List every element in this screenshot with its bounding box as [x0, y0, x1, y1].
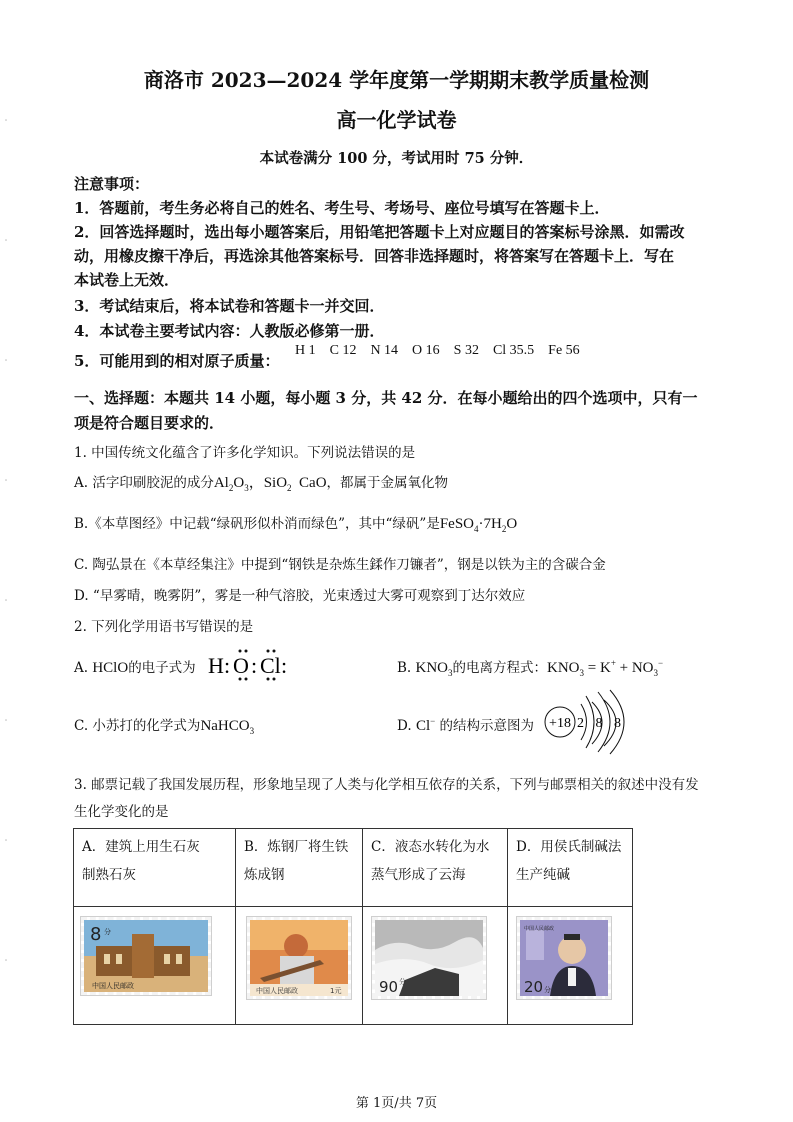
q2-d-ion: Cl− [415, 716, 436, 734]
stamp-c-value: 90 [379, 978, 399, 996]
q3-a-line1: A．建筑上用生石灰 [82, 839, 200, 855]
atomic-masses: H 1 C 12 N 14 O 16 S 32 Cl 35.5 Fe 56 [295, 343, 580, 358]
q2-option-d [397, 714, 534, 735]
q1-b-formula: $FeSO_4\cdot 7H_2O$ [439, 516, 518, 534]
exam-subtitle: 高一化学试卷 [336, 108, 457, 132]
q1-b-text: B.《本草图经》中记载“绿矾形似朴消而绿色”，其中“绿矾”是 [74, 516, 440, 532]
q2-c-text: C. 小苏打的化学式为 [74, 718, 201, 734]
q2-stem: 2. 下列化学用语书写错误的是 [74, 619, 254, 635]
q2-a-formula: HClO [92, 660, 129, 676]
q3-b-line1: B．炼钢厂将生铁 [244, 839, 349, 855]
note-3: 3．考试结束后，将本试卷和答题卡一并交回． [74, 297, 385, 315]
q3-a-line2: 制熟石灰 [82, 867, 136, 883]
stamp-d-value: 20 [524, 978, 544, 996]
section1-line2: 项是符合题目要求的． [74, 414, 225, 432]
stamp-a-caption: 中国人民邮政 [92, 982, 134, 990]
stamp-a-unit: 分 [104, 928, 111, 936]
q3-option-a [74, 829, 236, 907]
svg-text::: : [251, 653, 258, 678]
q2-option-c [74, 714, 254, 736]
q3-stem-line1: 3. 邮票记载了我国发展历程，形象地呈现了人类与化学相互依存的关系，下列与邮票相关的叙述中没有发 [74, 777, 699, 793]
svg-text::: : [224, 653, 231, 678]
note-1: 1．答题前，考生务必将自己的姓名、考生号、考场号、座位号填写在答题卡上． [74, 199, 610, 217]
exam-title: 商洛市 2023—2024 学年度第一学期期末教学质量检测 [143, 68, 650, 92]
q2-d-label: D. [397, 718, 412, 734]
stamp-c-unit: 分 [399, 978, 406, 986]
nucleus-charge: +18 [549, 716, 571, 731]
electron-shells: 2 8 8 [577, 716, 625, 731]
svg-text::: : [281, 653, 288, 678]
q3-stem-line2: 生化学变化的是 [74, 804, 169, 820]
note-5: 5．可能用到的相对原子质量： [74, 352, 280, 370]
q3-b-line2: 炼成钢 [244, 867, 285, 883]
stamp-d-unit: 分 [544, 986, 551, 994]
note-2-line3: 本试卷上无效． [74, 271, 180, 289]
stamp-railway-station [81, 917, 211, 995]
q2-b-text: 的电离方程式： [452, 660, 548, 676]
q3-option-c [363, 829, 508, 907]
q3-c-line1: C．液态水转化为水 [371, 839, 490, 855]
stamp-d-caption: 中国人民邮政 [524, 926, 555, 932]
q2-b-label: B. [397, 660, 412, 676]
q1-a-text-end: ，都属于金属氧化物 [326, 475, 449, 491]
stamp-b-value: 1元 [330, 987, 342, 995]
q2-a-label: A. [74, 660, 89, 676]
stamp-steelworker [247, 917, 351, 999]
q3-stamp-cell-b [236, 907, 363, 1025]
q2-c-formula-text: NaHCO [200, 718, 250, 734]
stamp-a-value: 8 [90, 924, 102, 945]
notes-heading: 注意事项： [74, 175, 150, 193]
q3-stamp-cell-c [363, 907, 508, 1025]
q3-c-line2: 蒸气形成了云海 [371, 867, 466, 883]
hclo-electron-dot-formula [205, 646, 300, 682]
q3-stamp-cell-d [508, 907, 633, 1025]
note-2-line1: 2．回答选择题时，选出每小题答案后，用铅笔把答题卡上对应题目的答案标号涂黑．如需改 [74, 223, 685, 241]
q1-stem: 1. 中国传统文化蕴含了许多化学知识。下列说法错误的是 [74, 445, 416, 461]
q3-option-b [236, 829, 363, 907]
q2-b-formula: $KNO_3$ [415, 660, 453, 678]
q3-options-table [73, 828, 633, 1025]
svg-text:Cl: Cl [260, 653, 281, 678]
q3-d-line1: D．用侯氏制碱法 [516, 839, 622, 855]
binding-margin-dots [0, 0, 14, 1122]
q3-d-line2: 生产纯碱 [516, 867, 570, 883]
svg-text:O: O [233, 653, 249, 678]
note-4: 4．本试卷主要考试内容：人教版必修第一册． [74, 322, 385, 340]
stamp-b-caption: 中国人民邮政 [256, 987, 298, 995]
q3-stamp-cell-a [74, 907, 236, 1025]
q1-a-text: A. 活字印刷胶泥的成分 [74, 475, 214, 491]
q2-option-a [74, 656, 196, 677]
q2-a-text: 的电子式为 [128, 660, 196, 676]
q3-option-d [508, 829, 633, 907]
exam-info: 本试卷满分 100 分，考试用时 75 分钟． [259, 150, 534, 167]
q1-option-a [74, 471, 448, 493]
q2-option-b [397, 656, 663, 678]
stamp-sea-of-clouds [372, 917, 486, 999]
q2-c-formula: NaHCO$_3$ [200, 718, 255, 736]
svg-text:H: H [208, 653, 224, 678]
section1-line1: 一、选择题：本题共 14 小题，每小题 3 分，共 42 分．在每小题给出的四个选项中，只有一 [74, 389, 698, 407]
q1-option-c: C. 陶弘景在《本草经集注》中提到“钢铁是杂炼生鍒作刀镰者”，钢是以铁为主的含碳合金 [74, 557, 606, 573]
q1-a-formulas: $Al_2O_3$，SiO$_2$ CaO [213, 475, 327, 493]
stamp-hou-debang-portrait [517, 917, 611, 999]
chloride-ion-structure-diagram [540, 684, 640, 758]
q1-option-b [74, 512, 517, 534]
q1-option-d: D. “早雾晴，晚雾阴”，雾是一种气溶胶，光束透过大雾可观察到丁达尔效应 [74, 588, 526, 604]
note-2-line2: 动，用橡皮擦干净后，再选涂其他答案标号．回答非选择题时，将答案写在答题卡上．写在 [74, 247, 675, 265]
q2-b-equation: $KNO_3 = K^+ + NO_3^-$ [547, 658, 664, 678]
q2-d-text: 的结构示意图为 [439, 718, 534, 734]
page-footer: 第 1页/共 7页 [355, 1096, 438, 1111]
